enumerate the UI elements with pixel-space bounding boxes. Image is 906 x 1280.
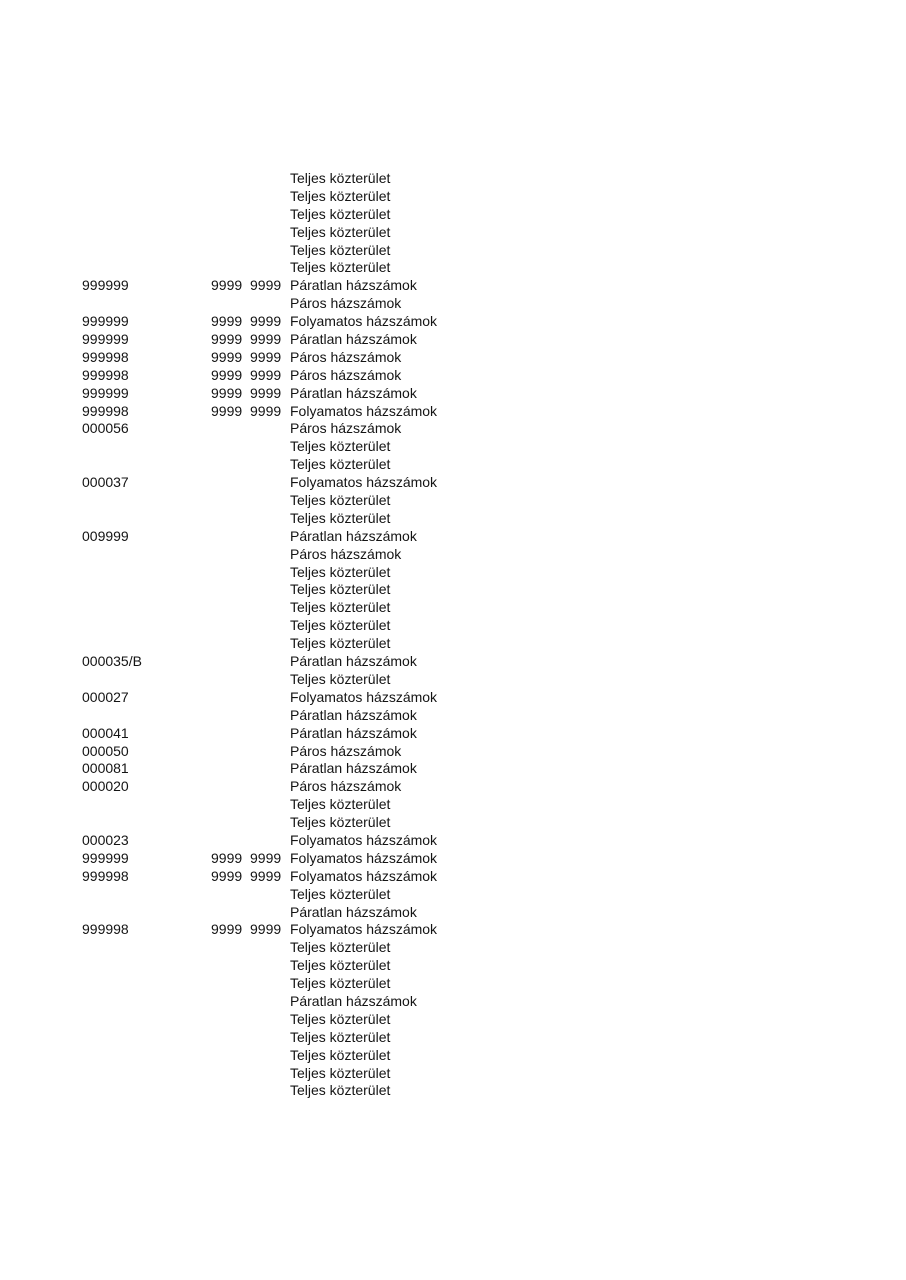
address-range-table	[0, 170, 906, 1100]
house-number-type: Teljes közterület	[290, 957, 391, 974]
house-number-type: Folyamatos házszámok	[290, 921, 438, 938]
table-row	[0, 224, 906, 242]
house-range-code: 000027	[82, 688, 129, 705]
house-number-type: Teljes közterület	[290, 1010, 391, 1027]
table-row	[0, 581, 906, 599]
range-start-number: 9999	[211, 867, 243, 884]
table-row	[0, 242, 906, 260]
house-number-type: Teljes közterület	[290, 438, 391, 455]
table-row	[0, 868, 906, 886]
table-row	[0, 349, 906, 367]
range-end-number: 9999	[250, 331, 282, 348]
house-range-code: 000020	[82, 778, 129, 795]
table-row	[0, 188, 906, 206]
table-row	[0, 1082, 906, 1100]
table-row	[0, 939, 906, 957]
table-row	[0, 886, 906, 904]
house-number-type: Páratlan házszámok	[290, 903, 417, 920]
range-end-number: 9999	[250, 921, 282, 938]
table-row	[0, 564, 906, 582]
house-number-type: Folyamatos házszámok	[290, 831, 438, 848]
house-range-code: 000056	[82, 420, 129, 437]
house-number-type: Teljes közterület	[290, 187, 391, 204]
house-number-type: Páratlan házszámok	[290, 724, 417, 741]
house-number-type: Páros házszámok	[290, 545, 402, 562]
house-range-code: 999999	[82, 384, 129, 401]
table-row	[0, 170, 906, 188]
range-end-number: 9999	[250, 277, 282, 294]
house-number-type: Teljes közterület	[290, 456, 391, 473]
range-end-number: 9999	[250, 348, 282, 365]
house-range-code: 000023	[82, 831, 129, 848]
house-range-code: 009999	[82, 527, 129, 544]
house-number-type: Teljes közterület	[290, 205, 391, 222]
table-row	[0, 707, 906, 725]
table-row	[0, 760, 906, 778]
house-number-type: Teljes közterület	[290, 885, 391, 902]
house-number-type: Páratlan házszámok	[290, 384, 417, 401]
house-number-type: Teljes közterület	[290, 1082, 391, 1099]
range-end-number: 9999	[250, 313, 282, 330]
house-range-code: 000035/B	[82, 653, 142, 670]
house-number-type: Teljes közterület	[290, 670, 391, 687]
range-end-number: 9999	[250, 867, 282, 884]
table-row	[0, 1065, 906, 1083]
house-number-type: Teljes közterület	[290, 259, 391, 276]
table-row	[0, 599, 906, 617]
house-number-type: Teljes közterület	[290, 1028, 391, 1045]
house-number-type: Teljes közterület	[290, 223, 391, 240]
table-row	[0, 778, 906, 796]
table-row	[0, 367, 906, 385]
table-row	[0, 331, 906, 349]
house-number-type: Folyamatos házszámok	[290, 867, 438, 884]
house-range-code: 000041	[82, 724, 129, 741]
table-row	[0, 385, 906, 403]
table-row	[0, 975, 906, 993]
table-row	[0, 957, 906, 975]
table-row	[0, 313, 906, 331]
house-number-type: Teljes közterület	[290, 635, 391, 652]
table-row	[0, 653, 906, 671]
table-row	[0, 1011, 906, 1029]
house-number-type: Páros házszámok	[290, 295, 402, 312]
table-row	[0, 635, 906, 653]
table-row	[0, 403, 906, 421]
house-number-type: Teljes közterület	[290, 939, 391, 956]
house-number-type: Páros házszámok	[290, 366, 402, 383]
house-number-type: Folyamatos házszámok	[290, 688, 438, 705]
table-row	[0, 689, 906, 707]
table-row	[0, 528, 906, 546]
house-number-type: Páros házszámok	[290, 778, 402, 795]
house-range-code: 999999	[82, 277, 129, 294]
house-number-type: Teljes közterület	[290, 975, 391, 992]
table-row	[0, 743, 906, 761]
house-number-type: Páros házszámok	[290, 348, 402, 365]
table-row	[0, 474, 906, 492]
house-number-type: Teljes közterület	[290, 617, 391, 634]
table-row	[0, 850, 906, 868]
house-number-type: Páratlan házszámok	[290, 760, 417, 777]
house-number-type: Páros házszámok	[290, 742, 402, 759]
table-row	[0, 904, 906, 922]
table-row	[0, 259, 906, 277]
range-start-number: 9999	[211, 849, 243, 866]
table-row	[0, 438, 906, 456]
table-row	[0, 295, 906, 313]
range-end-number: 9999	[250, 384, 282, 401]
table-row	[0, 277, 906, 295]
house-range-code: 999999	[82, 313, 129, 330]
house-range-code: 999998	[82, 402, 129, 419]
table-row	[0, 456, 906, 474]
house-number-type: Folyamatos házszámok	[290, 313, 438, 330]
table-row	[0, 510, 906, 528]
house-number-type: Páratlan házszámok	[290, 706, 417, 723]
range-start-number: 9999	[211, 921, 243, 938]
house-number-type: Teljes közterület	[290, 814, 391, 831]
house-range-code: 999998	[82, 348, 129, 365]
table-row	[0, 921, 906, 939]
table-row	[0, 546, 906, 564]
table-row	[0, 1047, 906, 1065]
house-range-code: 999998	[82, 366, 129, 383]
table-row	[0, 671, 906, 689]
range-start-number: 9999	[211, 313, 243, 330]
house-range-code: 000037	[82, 474, 129, 491]
range-start-number: 9999	[211, 331, 243, 348]
house-number-type: Páratlan házszámok	[290, 527, 417, 544]
house-number-type: Páros házszámok	[290, 420, 402, 437]
house-number-type: Teljes közterület	[290, 1064, 391, 1081]
house-number-type: Páratlan házszámok	[290, 331, 417, 348]
table-row	[0, 796, 906, 814]
house-number-type: Teljes közterület	[290, 581, 391, 598]
house-number-type: Páratlan házszámok	[290, 992, 417, 1009]
house-number-type: Teljes közterület	[290, 509, 391, 526]
table-row	[0, 814, 906, 832]
range-start-number: 9999	[211, 277, 243, 294]
range-end-number: 9999	[250, 849, 282, 866]
house-number-type: Teljes közterület	[290, 1046, 391, 1063]
table-row	[0, 492, 906, 510]
table-row	[0, 725, 906, 743]
range-start-number: 9999	[211, 402, 243, 419]
range-end-number: 9999	[250, 402, 282, 419]
house-range-code: 999999	[82, 849, 129, 866]
range-end-number: 9999	[250, 366, 282, 383]
house-number-type: Páratlan házszámok	[290, 277, 417, 294]
range-start-number: 9999	[211, 384, 243, 401]
range-start-number: 9999	[211, 366, 243, 383]
table-row	[0, 617, 906, 635]
table-row	[0, 206, 906, 224]
house-number-type: Teljes közterület	[290, 241, 391, 258]
house-range-code: 999998	[82, 867, 129, 884]
house-number-type: Teljes közterület	[290, 599, 391, 616]
range-start-number: 9999	[211, 348, 243, 365]
house-range-code: 000081	[82, 760, 129, 777]
table-row	[0, 420, 906, 438]
house-number-type: Folyamatos házszámok	[290, 849, 438, 866]
house-number-type: Teljes közterület	[290, 563, 391, 580]
house-number-type: Teljes közterület	[290, 170, 391, 186]
house-range-code: 999999	[82, 331, 129, 348]
table-row	[0, 1029, 906, 1047]
house-range-code: 000050	[82, 742, 129, 759]
house-range-code: 999998	[82, 921, 129, 938]
table-row	[0, 993, 906, 1011]
house-number-type: Folyamatos házszámok	[290, 474, 438, 491]
house-number-type: Páratlan házszámok	[290, 653, 417, 670]
table-row	[0, 832, 906, 850]
house-number-type: Folyamatos házszámok	[290, 402, 438, 419]
house-number-type: Teljes közterület	[290, 796, 391, 813]
house-number-type: Teljes közterület	[290, 492, 391, 509]
